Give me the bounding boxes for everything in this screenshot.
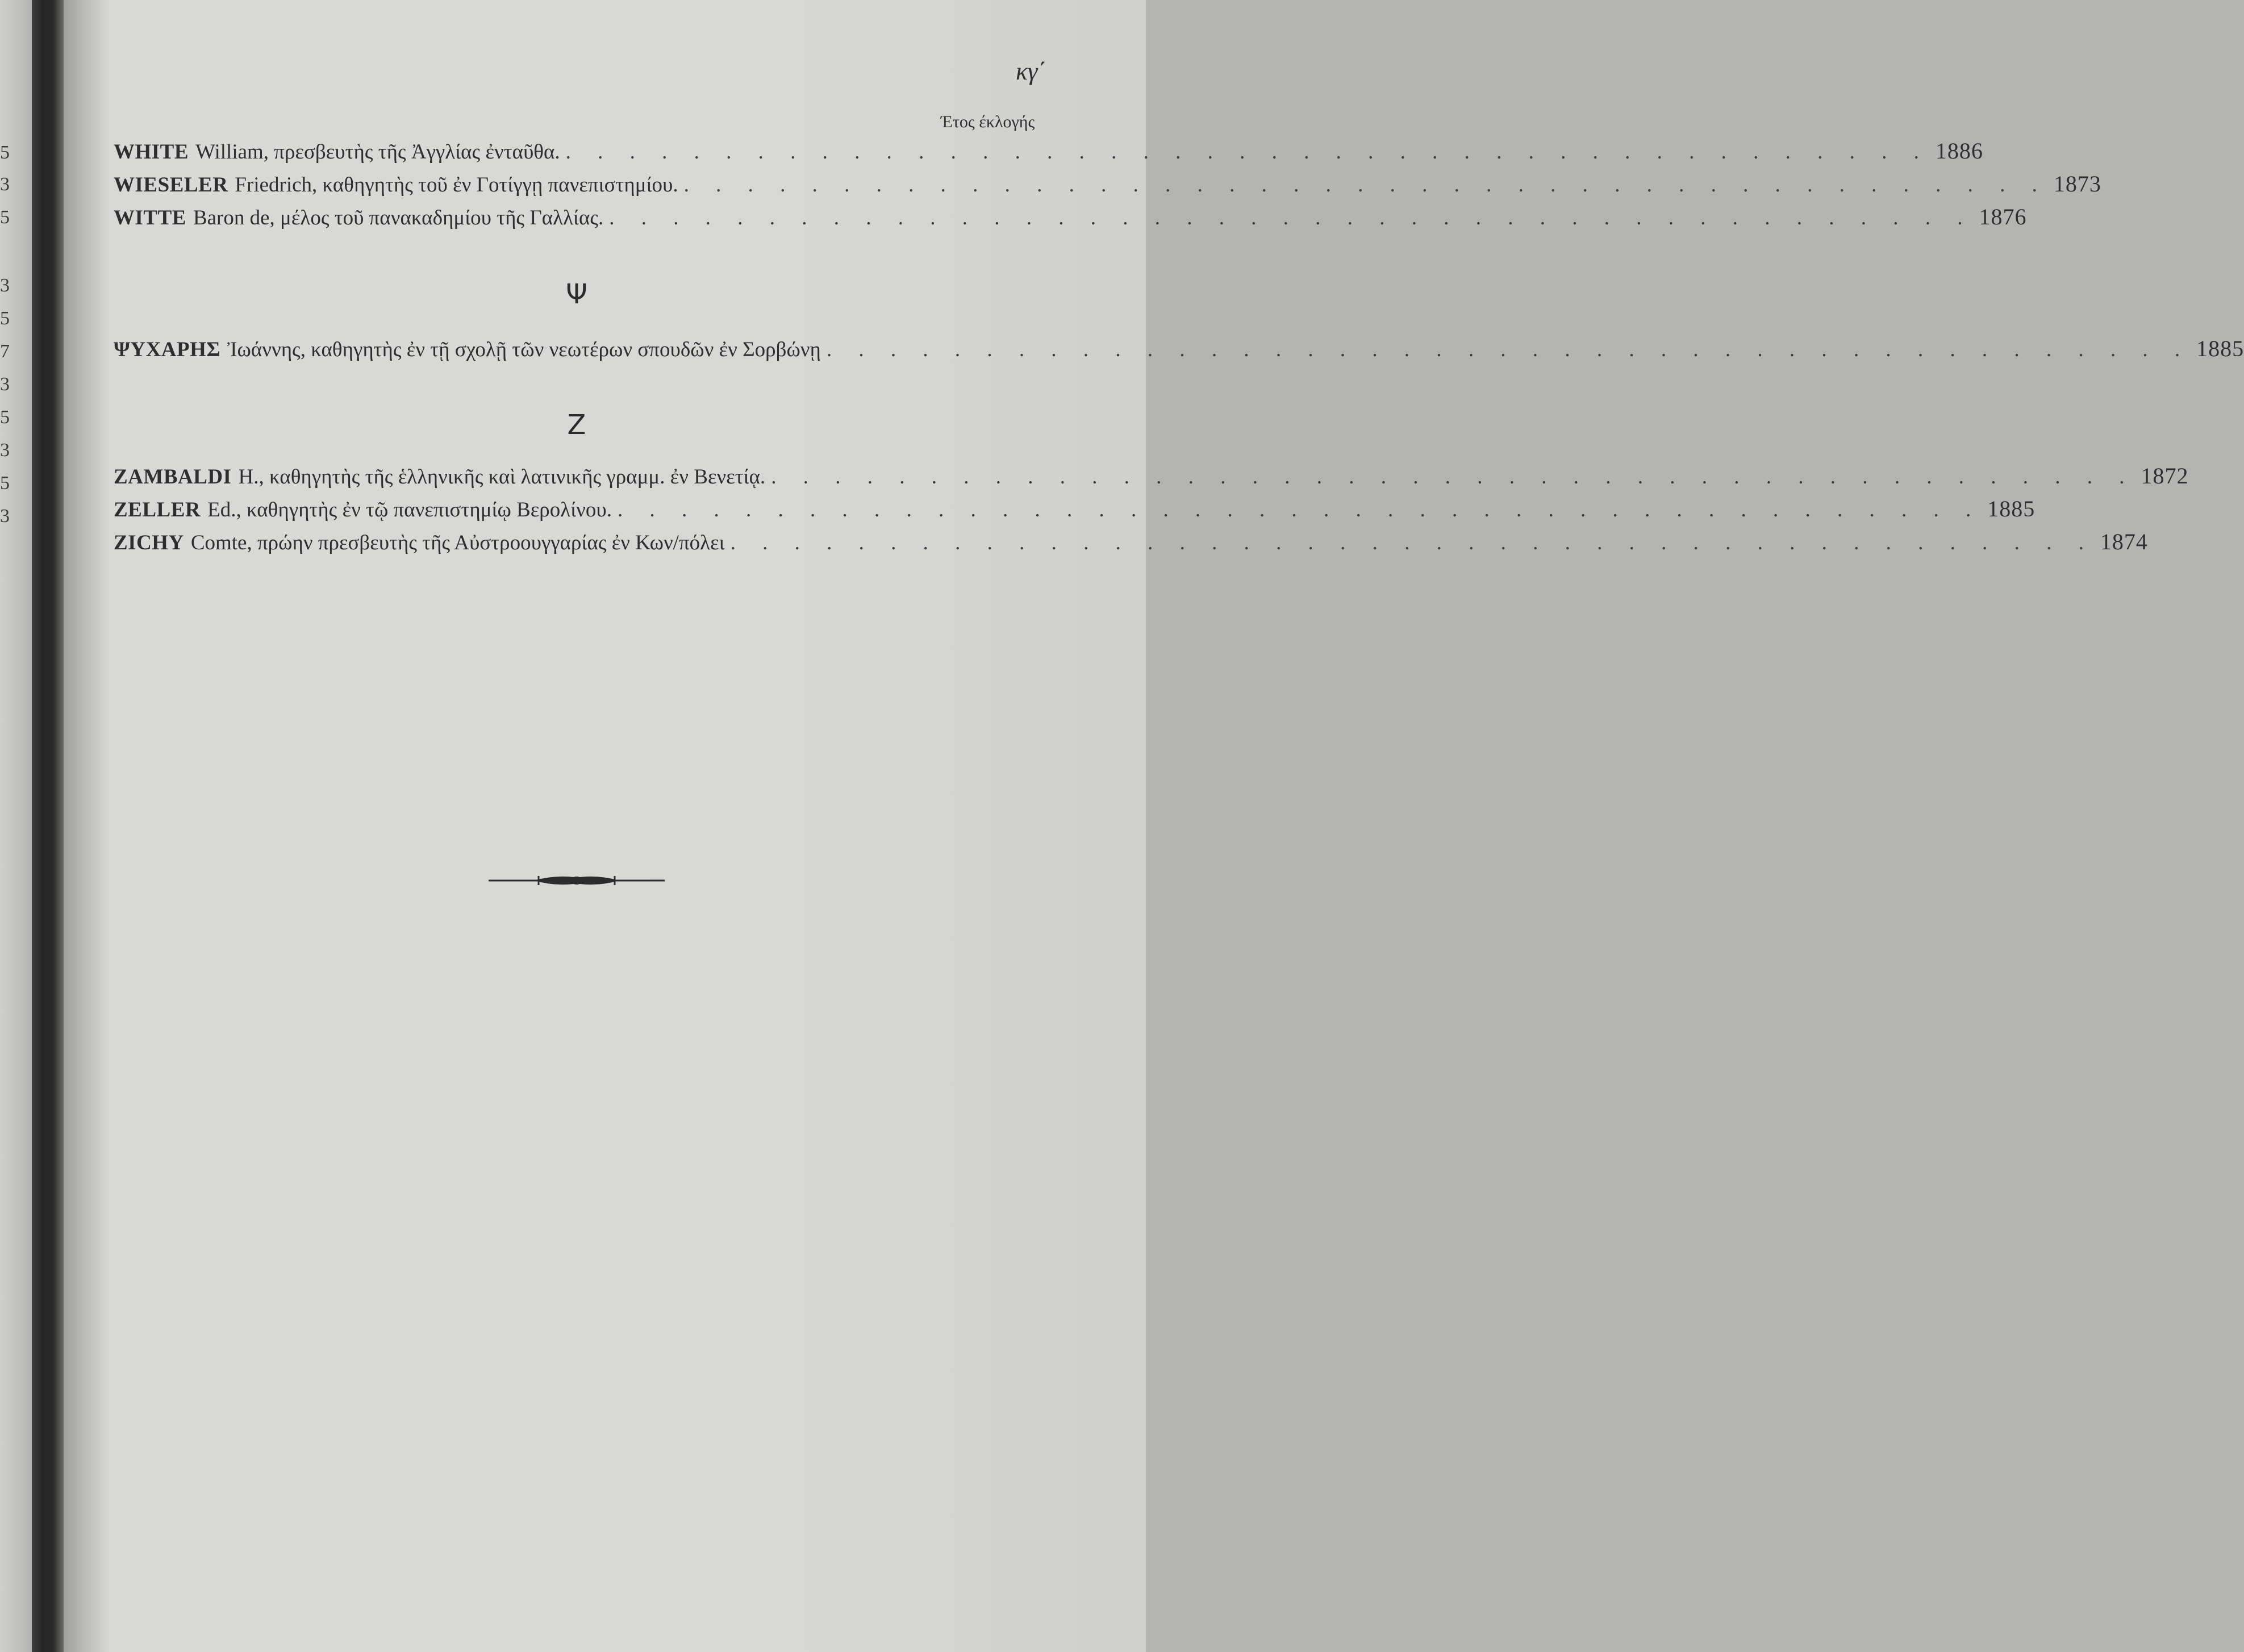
edge-digit: 3: [0, 440, 10, 461]
list-item: [114, 137, 1983, 172]
entry-description: Comte, πρώην πρεσβευτὴς τῆς Αὐστροουγγαρίας ἐν Κων/πόλει: [190, 531, 725, 554]
list-item: [114, 528, 2148, 562]
entry-year: 1873: [2053, 171, 2101, 197]
edge-digit: 7: [0, 341, 10, 362]
entry-year: 1876: [1979, 204, 2027, 230]
entry-description: William, πρεσβευτὴς τῆς Ἀγγλίας ἐνταῦθα.: [195, 140, 560, 164]
entry-name: ZAMBALDI: [114, 465, 232, 489]
entry-year: 1886: [1935, 138, 1983, 164]
edge-digit: 3: [0, 275, 10, 296]
edge-digit: 3: [0, 374, 10, 395]
dot-leader: . . . . . . . . . . . . . . . . . . . . . . . . . . . . . . . . . . . . . . . . . . .: [617, 498, 1982, 522]
entry-name: WHITE: [114, 140, 189, 164]
dot-leader: . . . . . . . . . . . . . . . . . . . . . . . . . . . . . . . . . . . . . . . . . . .: [771, 465, 2135, 489]
edge-digit: 5: [0, 142, 10, 163]
dot-leader: . . . . . . . . . . . . . . . . . . . . . . . . . . . . . . . . . . . . . . . . . . .: [683, 173, 2048, 197]
entry-year: 1885: [1987, 496, 2036, 522]
list-item: [114, 335, 2244, 369]
gutter-shadow: [64, 0, 109, 1652]
list-item: [114, 495, 2036, 529]
dot-leader: . . . . . . . . . . . . . . . . . . . . . . . . . . . . . . . . . . . . . . . . . . .: [826, 338, 2191, 361]
entry-year: 1885: [2196, 336, 2244, 361]
entry-name: ZELLER: [114, 498, 201, 522]
entry-description: H., καθηγητὴς τῆς ἑλληνικῆς καὶ λατινικῆς γραμμ. ἐν Βενετίᾳ.: [238, 465, 766, 489]
ornament-divider: [489, 869, 665, 892]
dot-leader: . . . . . . . . . . . . . . . . . . . . . . . . . . . . . . . . . . . . . . . . . . .: [565, 140, 1930, 164]
entry-name: ΨΥΧΑΡΗΣ: [114, 338, 221, 361]
list-item: [114, 462, 2189, 497]
edge-digit: 5: [0, 308, 10, 329]
year-column-header: Έτος έκλογής: [941, 112, 1035, 131]
edge-digit: 5: [0, 207, 10, 228]
list-item: [114, 203, 2027, 237]
page-number: κγ΄: [1016, 57, 1046, 85]
entry-year: 1872: [2141, 463, 2189, 489]
book-gutter: [32, 0, 64, 1652]
list-item: [114, 170, 2101, 205]
entry-year: 1874: [2100, 529, 2148, 554]
entry-name: ZICHY: [114, 531, 184, 554]
entry-description: Baron de, μέλος τοῦ πανακαδημίου τῆς Γαλλίας.: [193, 206, 604, 230]
edge-digit: 3: [0, 506, 10, 527]
entry-name: WITTE: [114, 206, 186, 230]
dot-leader: . . . . . . . . . . . . . . . . . . . . . . . . . . . . . . . . . . . . . . . . . . .: [730, 531, 2095, 554]
edge-digit: 3: [0, 174, 10, 195]
entry-name: WIESELER: [114, 173, 228, 197]
edge-digit: 5: [0, 407, 10, 428]
dot-leader: . . . . . . . . . . . . . . . . . . . . . . . . . . . . . . . . . . . . . . . . . . .: [609, 206, 1974, 230]
section-letter-zeta: Z: [567, 409, 586, 441]
edge-digit: 5: [0, 473, 10, 494]
entry-description: Friedrich, καθηγητὴς τοῦ ἐν Γοτίγγῃ πανεπιστημίου.: [235, 173, 678, 197]
entry-description: Ed., καθηγητὴς ἐν τῷ πανεπιστημίῳ Βερολίνου.: [207, 498, 612, 522]
section-letter-psi: Ψ: [566, 278, 587, 310]
entry-description: Ἰωάννης, καθηγητὴς ἐν τῇ σχολῇ τῶν νεωτέρων σπουδῶν ἐν Σορβώνῃ: [227, 338, 821, 361]
